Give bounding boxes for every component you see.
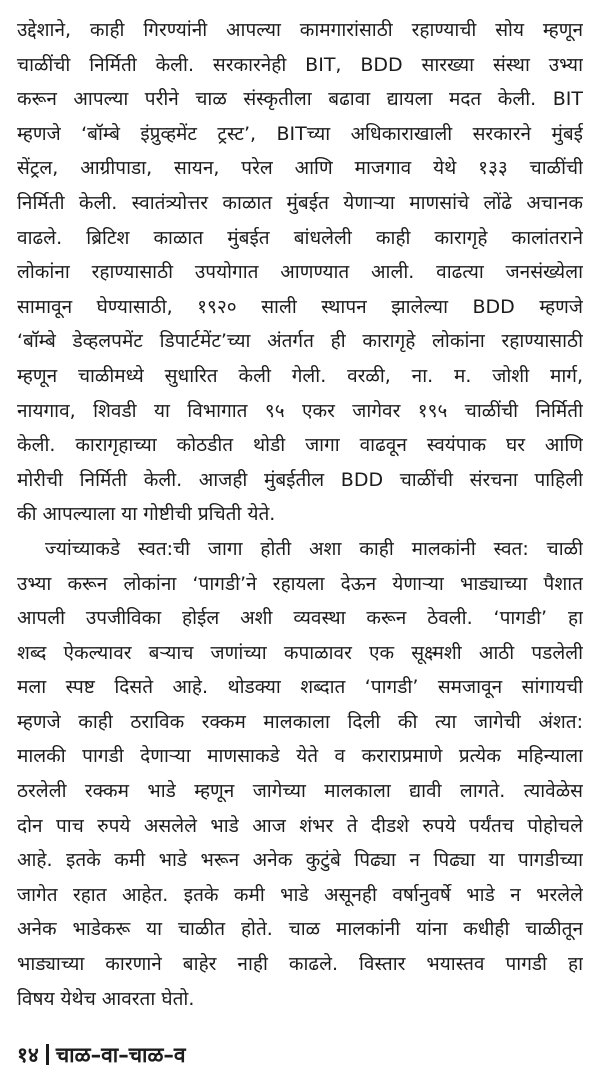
text-line: अनेक भाडेकरू या चाळीत होते. चाळ मालकांनी यांना कधीही चाळीतून bbox=[17, 918, 583, 941]
text-line: निर्मिती केली. स्वातंत्र्योत्तर काळात मुंबईत येणाऱ्या माणसांचे लोंढे अचानक bbox=[17, 191, 583, 214]
text-line: ‘बॉम्बे डेव्हलपमेंट डिपार्टमेंट’च्या अंतर्गत ही कारागृहे लोकांना रहाण्यासाठी bbox=[17, 330, 583, 353]
page-footer bbox=[17, 1038, 583, 1072]
text-line: उभ्या करून लोकांना ‘पागडी’ने रहायला देऊन येणाऱ्या भाड्याच्या पैशात bbox=[17, 572, 583, 595]
text-line: म्हणजे काही ठराविक रक्कम मालकाला दिली की त्या जागेची अंशत: bbox=[17, 710, 583, 733]
text-line: वाढले. ब्रिटिश काळात मुंबईत बांधलेली काही कारागृहे कालांतराने bbox=[17, 226, 583, 249]
text-line: जागेत रहात आहेत. इतके कमी भाडे असूनही वर्षानुवर्षे भाडे न भरलेले bbox=[17, 883, 583, 906]
text-line: चाळींची निर्मिती केली. सरकारनेही BIT, BDD सारख्या संस्था उभ्या bbox=[17, 53, 583, 76]
paragraph-1 bbox=[17, 13, 583, 532]
text-line: ज्यांच्याकडे स्वत:ची जागा होती अशा काही मालकांनी स्वत: चाळी bbox=[45, 537, 583, 560]
text-line: म्हणून चाळीमध्ये सुधारित केली गेली. वरळी, ना. म. जोशी मार्ग, bbox=[17, 364, 583, 387]
text-line: म्हणजे ‘बॉम्बे इंप्रुव्हमेंट ट्रस्ट’, BITच्या अधिकाराखाली सरकारने मुंबई bbox=[17, 122, 583, 145]
text-line: ठरलेली रक्कम भाडे म्हणून जागेच्या मालकाला द्यावी लागते. त्यावेळेस bbox=[17, 780, 583, 803]
text-line: दोन पाच रुपये असलेले भाडे आज शंभर ते दीडशे रुपये पर्यंतच पोहोचले bbox=[17, 814, 583, 837]
text-line: लोकांना रहाण्यासाठी उपयोगात आणण्यात आली. वाढत्या जनसंख्येला bbox=[17, 261, 583, 284]
text-line: केली. कारागृहाच्या कोठडीत थोडी जागा वाढवून स्वयंपाक घर आणि bbox=[17, 434, 583, 457]
text-line: उद्देशाने, काही गिरण्यांनी आपल्या कामगारांसाठी रहाण्याची सोय म्हणून bbox=[17, 19, 583, 41]
text-line: मालकी पागडी देणाऱ्या माणसाकडे येते व कराराप्रमाणे प्रत्येक महिन्याला bbox=[17, 745, 583, 768]
text-line: भाड्याच्या कारणाने बाहेर नाही काढले. विस्तार भयास्तव पागडी हा bbox=[17, 953, 583, 976]
text-line: की आपल्याला या गोष्टीची प्रचिती येते. bbox=[17, 503, 276, 526]
body-text bbox=[17, 13, 583, 1016]
text-line: आपली उपजीविका होईल अशी व्यवस्था करून ठेवली. ‘पागडी’ हा bbox=[17, 607, 583, 630]
page-number: १४ bbox=[17, 1043, 39, 1067]
text-line: विषय येथेच आवरता घेतो. bbox=[17, 987, 195, 1010]
text-line: करून आपल्या परीने चाळ संस्कृतीला बढावा द्यायला मदत केली. BIT bbox=[17, 88, 583, 111]
text-line: मला स्पष्ट दिसते आहे. थोडक्या शब्दात ‘पागडी’ समजावून सांगायची bbox=[17, 676, 583, 699]
text-line: मोरीची निर्मिती केली. आजही मुंबईतील BDD चाळींची संरचना पाहिली bbox=[17, 468, 583, 491]
text-line: आहे. इतके कमी भाडे भरून अनेक कुटुंबे पिढ्या न पिढ्या या पागडीच्या bbox=[17, 849, 583, 872]
text-line: सेंट्रल, आग्रीपाडा, सायन, परेल आणि माजगाव येथे १३३ चाळींची bbox=[17, 157, 583, 180]
text-line: सामावून घेण्यासाठी, १९२० साली स्थापन झालेल्या BDD म्हणजे bbox=[17, 295, 583, 318]
text-line: शब्द ऐकल्यावर बऱ्याच जणांच्या कपाळावर एक सूक्ष्मशी आठी पडलेली bbox=[17, 641, 583, 664]
paragraph-2 bbox=[17, 532, 583, 1016]
book-title: चाळ–वा–चाळ–व bbox=[55, 1043, 186, 1067]
text-line: नायगाव, शिवडी या विभागात ९५ एकर जागेवर १९५ चाळींची निर्मिती bbox=[17, 399, 583, 422]
footer-separator bbox=[46, 1044, 49, 1065]
